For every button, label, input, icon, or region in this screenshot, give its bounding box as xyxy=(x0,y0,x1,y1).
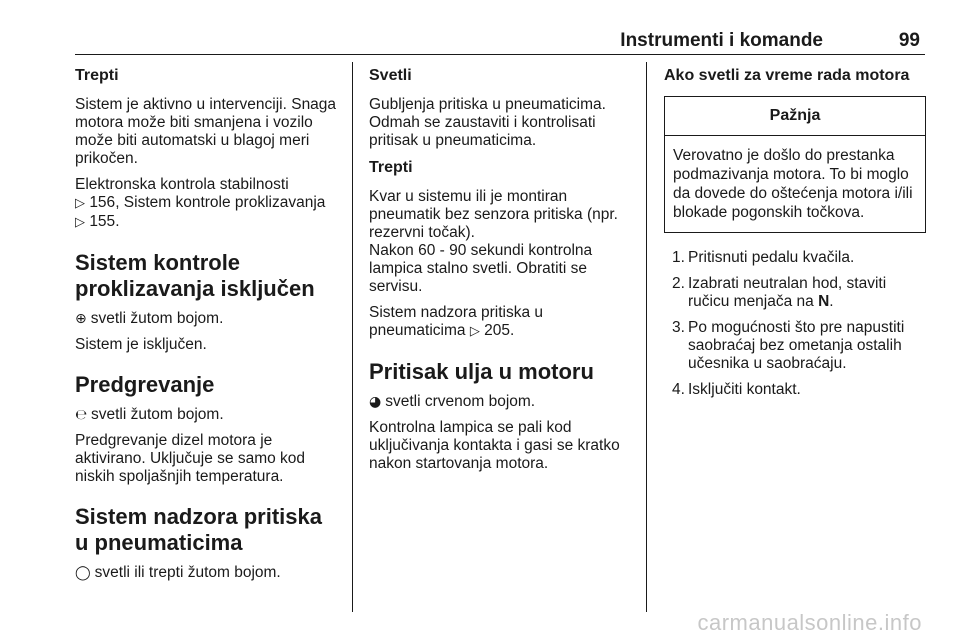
section-title: Instrumenti i komande xyxy=(620,30,823,51)
page-ref-icon: ▷ xyxy=(75,196,85,211)
trepti-heading-2: Trepti xyxy=(369,159,413,176)
preheat-heading: Predgrevanje xyxy=(75,372,215,397)
oil-heading: Pritisak ulja u motoru xyxy=(369,359,594,384)
tpms-heading: Sistem nadzora pritiska u pneumaticima xyxy=(75,504,322,555)
esc-label: Elektronska kontrola stabilnosti xyxy=(75,176,289,193)
tpms-reference: Sistem nadzora pritiska u pneumaticima ▷ 205. xyxy=(369,304,544,339)
svetli-heading: Svetli xyxy=(369,67,412,84)
esc-reference: Elektronska kontrola stabilnosti ▷ 156, Sistem kontrole proklizavanja ▷ 155. xyxy=(75,176,326,230)
list-item: 1. Pritisnuti pedalu kvačila. xyxy=(672,249,855,266)
list-item: 3. Po mogućnosti što pre napustiti saobraćaj bez ometanja ostalih učesnika u saobraćaju. xyxy=(672,319,905,372)
column-divider-1 xyxy=(352,62,353,612)
tpms-ref-link[interactable]: 205 xyxy=(484,322,510,339)
preheat-line: ℮ svetli žutom bojom. xyxy=(75,406,224,423)
traction-off-icon: ⊕ xyxy=(75,311,87,327)
tpms-line: ◯ svetli ili trepti žutom bojom. xyxy=(75,564,281,581)
column-3 xyxy=(664,62,926,407)
esc-ref-link-1[interactable]: 156 xyxy=(89,194,116,211)
traction-heading: Sistem kontrole proklizavanja isključen xyxy=(75,250,315,301)
list-item: 2. Izabrati neutralan hod, staviti ručicu menjača na N. xyxy=(672,275,887,310)
page-ref-icon: ▷ xyxy=(75,215,85,230)
engine-running-heading: Ako svetli za vreme rada motora xyxy=(664,67,910,84)
steps-list xyxy=(664,249,926,399)
oil-pressure-icon: ◕ xyxy=(369,394,382,410)
traction-status: Sistem je isključen. xyxy=(75,336,207,353)
page-ref-icon: ▷ xyxy=(469,324,480,339)
warning-text: Verovatno je došlo do prestanka podmazivanja motora. To bi moglo da dovede do oštećenja motora i/ili blokade pogonskih točkova. xyxy=(673,147,913,221)
list-item: 4. Isključiti kontakt. xyxy=(672,381,801,398)
esc-ref-text-1: , Sistem kontrole proklizavanja xyxy=(115,194,326,211)
oil-description: Kontrolna lampica se pali kod uključivanja kontakta i gasi se kratko nakon startovanja motora. xyxy=(369,419,620,472)
glow-plug-icon: ℮ xyxy=(75,407,87,423)
warning-title: Pažnja xyxy=(665,97,925,136)
preheat-description: Predgrevanje dizel motora je aktivirano. Uključuje se samo kod niskih spoljašnjih temperatura. xyxy=(75,432,306,485)
tire-pressure-icon: ◯ xyxy=(75,565,91,581)
column-divider-2 xyxy=(646,62,647,612)
column-2 xyxy=(369,62,634,481)
page-number: 99 xyxy=(898,30,920,51)
warning-box xyxy=(664,96,926,233)
column-1 xyxy=(75,62,337,590)
trepti-paragraph: Sistem je aktivno u intervenciji. Snaga motora može biti smanjena i vozilo može biti automatski u blagoj meri prikočen. xyxy=(75,96,337,167)
trepti-heading: Trepti xyxy=(75,67,119,84)
trepti-paragraph-2: Kvar u sistemu ili je montiran pneumatik bez senzora pritiska (npr. rezervni točak). Nakon 60 - 90 sekundi kontrolna lampica stalno svetli. Obratiti se servisu. xyxy=(369,188,618,295)
esc-ref-link-2[interactable]: 155 xyxy=(89,213,116,230)
oil-line: ◕ svetli crvenom bojom. xyxy=(369,393,536,410)
traction-line: ⊕ svetli žutom bojom. xyxy=(75,310,224,327)
svetli-paragraph: Gubljenja pritiska u pneumaticima. Odmah se zaustaviti i kontrolisati pritisak u pneumaticima. xyxy=(369,96,606,149)
header-divider xyxy=(75,54,925,55)
watermark: carmanualsonline.info xyxy=(697,610,922,635)
